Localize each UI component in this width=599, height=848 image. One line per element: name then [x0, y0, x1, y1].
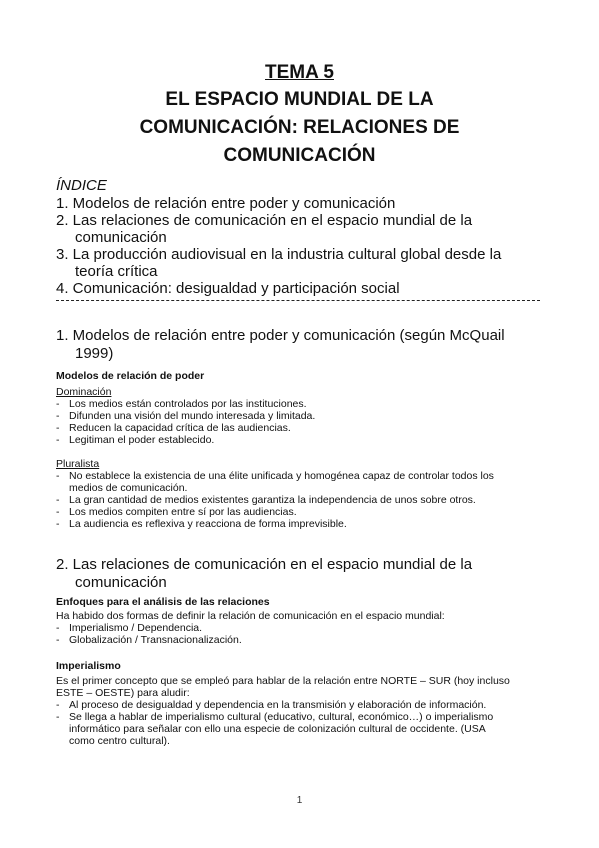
pluralista-label: Pluralista — [56, 458, 100, 470]
list-item: - Reducen la capacidad crítica de las audiencias. — [56, 422, 291, 434]
list-item: - Difunden una visión del mundo interesada y limitada. — [56, 410, 316, 422]
document-title-line-1: EL ESPACIO MUNDIAL DE LA — [165, 89, 434, 110]
list-item: - Globalización / Transnacionalización. — [56, 634, 242, 646]
dashed-divider — [56, 300, 540, 301]
list-item: - Los medios compiten entre sí por las audiencias. — [56, 506, 297, 518]
index-item-2-cont: comunicación — [75, 229, 167, 246]
page-number: 1 — [296, 795, 303, 806]
list-item: - Legitiman el poder establecido. — [56, 434, 215, 446]
list-item-cont: como centro cultural). — [69, 735, 170, 747]
list-item: - Se llega a hablar de imperialismo cultural (educativo, cultural, económico…) o imperialismo — [56, 711, 494, 723]
list-item: - La gran cantidad de medios existentes garantiza la independencia de unos sobre otros. — [56, 494, 476, 506]
index-heading: ÍNDICE — [56, 177, 107, 194]
section-1-heading-cont: 1999) — [75, 345, 114, 362]
list-item: - La audiencia es reflexiva y reacciona de forma imprevisible. — [56, 518, 347, 530]
imperialismo-paragraph: Es el primer concepto que se empleó para hablar de la relación entre NORTE – SUR (hoy incluso — [56, 675, 510, 687]
list-item: - Los medios están controlados por las instituciones. — [56, 398, 307, 410]
index-item-3: 3. La producción audiovisual en la industria cultural global desde la — [56, 246, 502, 263]
topic-number: TEMA 5 — [265, 62, 334, 83]
index-item-1: 1. Modelos de relación entre poder y comunicación — [56, 195, 396, 212]
list-item-cont: medios de comunicación. — [69, 482, 188, 494]
index-item-2: 2. Las relaciones de comunicación en el espacio mundial de la — [56, 212, 473, 229]
section-2-heading: 2. Las relaciones de comunicación en el espacio mundial de la — [56, 556, 473, 573]
list-item-cont: informático para señalar con ello una especie de colonización cultural de occidente. (USA — [69, 723, 486, 735]
section-2-heading-cont: comunicación — [75, 574, 167, 591]
dominacion-label: Dominación — [56, 386, 112, 398]
list-item: - Imperialismo / Dependencia. — [56, 622, 203, 634]
document-title-line-2: COMUNICACIÓN: RELACIONES DE — [139, 117, 460, 138]
list-item: - Al proceso de desigualdad y dependencia en la transmisión y elaboración de información. — [56, 699, 487, 711]
imperialismo-paragraph-cont: ESTE – OESTE) para aludir: — [56, 687, 190, 699]
imperialismo-subheading: Imperialismo — [56, 660, 121, 672]
enfoques-intro: Ha habido dos formas de definir la relación de comunicación en el espacio mundial: — [56, 610, 445, 622]
section-1-heading: 1. Modelos de relación entre poder y comunicación (según McQuail — [56, 327, 505, 344]
index-item-4: 4. Comunicación: desigualdad y participación social — [56, 280, 400, 297]
list-item: - No establece la existencia de una élite unificada y homogénea capaz de controlar todos los — [56, 470, 494, 482]
power-models-subheading: Modelos de relación de poder — [56, 370, 205, 382]
document-title-line-3: COMUNICACIÓN — [223, 145, 376, 166]
index-item-3-cont: teoría crítica — [75, 263, 158, 280]
enfoques-subheading: Enfoques para el análisis de las relaciones — [56, 596, 270, 608]
